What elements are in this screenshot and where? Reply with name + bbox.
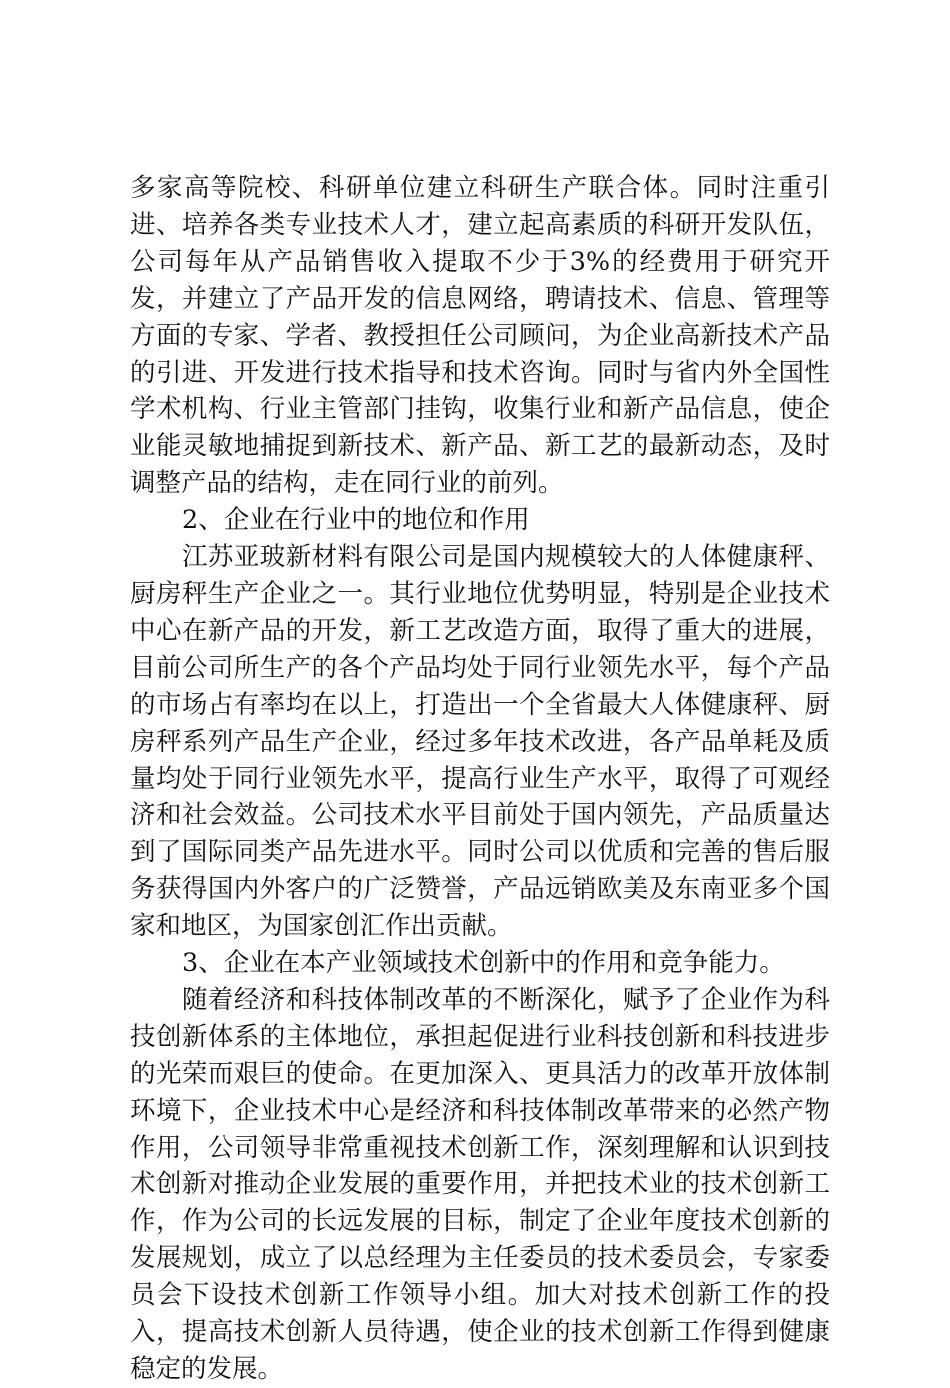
body-paragraph-1: 多家高等院校、科研单位建立科研生产联合体。同时注重引进、培养各类专业技术人才，建立起高素质的科研开发队伍，公司每年从产品销售收入提取不少于3%的经费用于研究开发，并建立了产品开发的信息网络，聘请技术、信息、管理等方面的专家、学者、教授担任公司顾问，为企业高新技术产品的引进、开发进行技术指导和技术咨询。同时与省内外全国性学术机构、行业主管部门挂钩，收集行业和新产品信息，使企业能灵敏地捕捉到新技术、新产品、新工艺的最新动态，及时调整产品的结构，走在同行业的前列。 [130, 173, 830, 499]
section-heading-2: 2、企业在行业中的地位和作用 [182, 505, 530, 536]
section-heading-3: 3、企业在本产业领域技术创新中的作用和竞争能力。 [182, 948, 785, 979]
document-body [130, 170, 830, 1388]
body-paragraph-3: 随着经济和科技体制改革的不断深化，赋予了企业作为科技创新体系的主体地位，承担起促进行业科技创新和科技进步的光荣而艰巨的使命。在更加深入、更具活力的改革开放体制环境下，企业技术中心是经济和科技体制改革带来的必然产物作用，公司领导非常重视技术创新工作，深刻理解和认识到技术创新对推动企业发展的重要作用，并把技术业的技术创新工作，作为公司的长远发展的目标，制定了企业年度技术创新的发展规划，成立了以总经理为主任委员的技术委员会，专家委员会下设技术创新工作领导小组。加大对技术创新工作的投入，提高技术创新人员待遇，使企业的技术创新工作得到健康稳定的发展。 [130, 984, 830, 1384]
body-paragraph-2: 江苏亚玻新材料有限公司是国内规模较大的人体健康秤、厨房秤生产企业之一。其行业地位优势明显，特别是企业技术中心在新产品的开发，新工艺改造方面，取得了重大的进展，目前公司所生产的各个产品均处于同行业领先水平，每个产品的市场占有率均在以上，打造出一个全省最大人体健康秤、厨房秤系列产品生产企业，经过多年技术改进，各产品单耗及质量均处于同行业领先水平，提高行业生产水平，取得了可观经济和社会效益。公司技术水平目前处于国内领先，产品质量达到了国际同类产品先进水平。同时公司以优质和完善的售后服务获得国内外客户的广泛赞誉，产品远销欧美及东南亚多个国家和地区，为国家创汇作出贡献。 [130, 542, 830, 942]
